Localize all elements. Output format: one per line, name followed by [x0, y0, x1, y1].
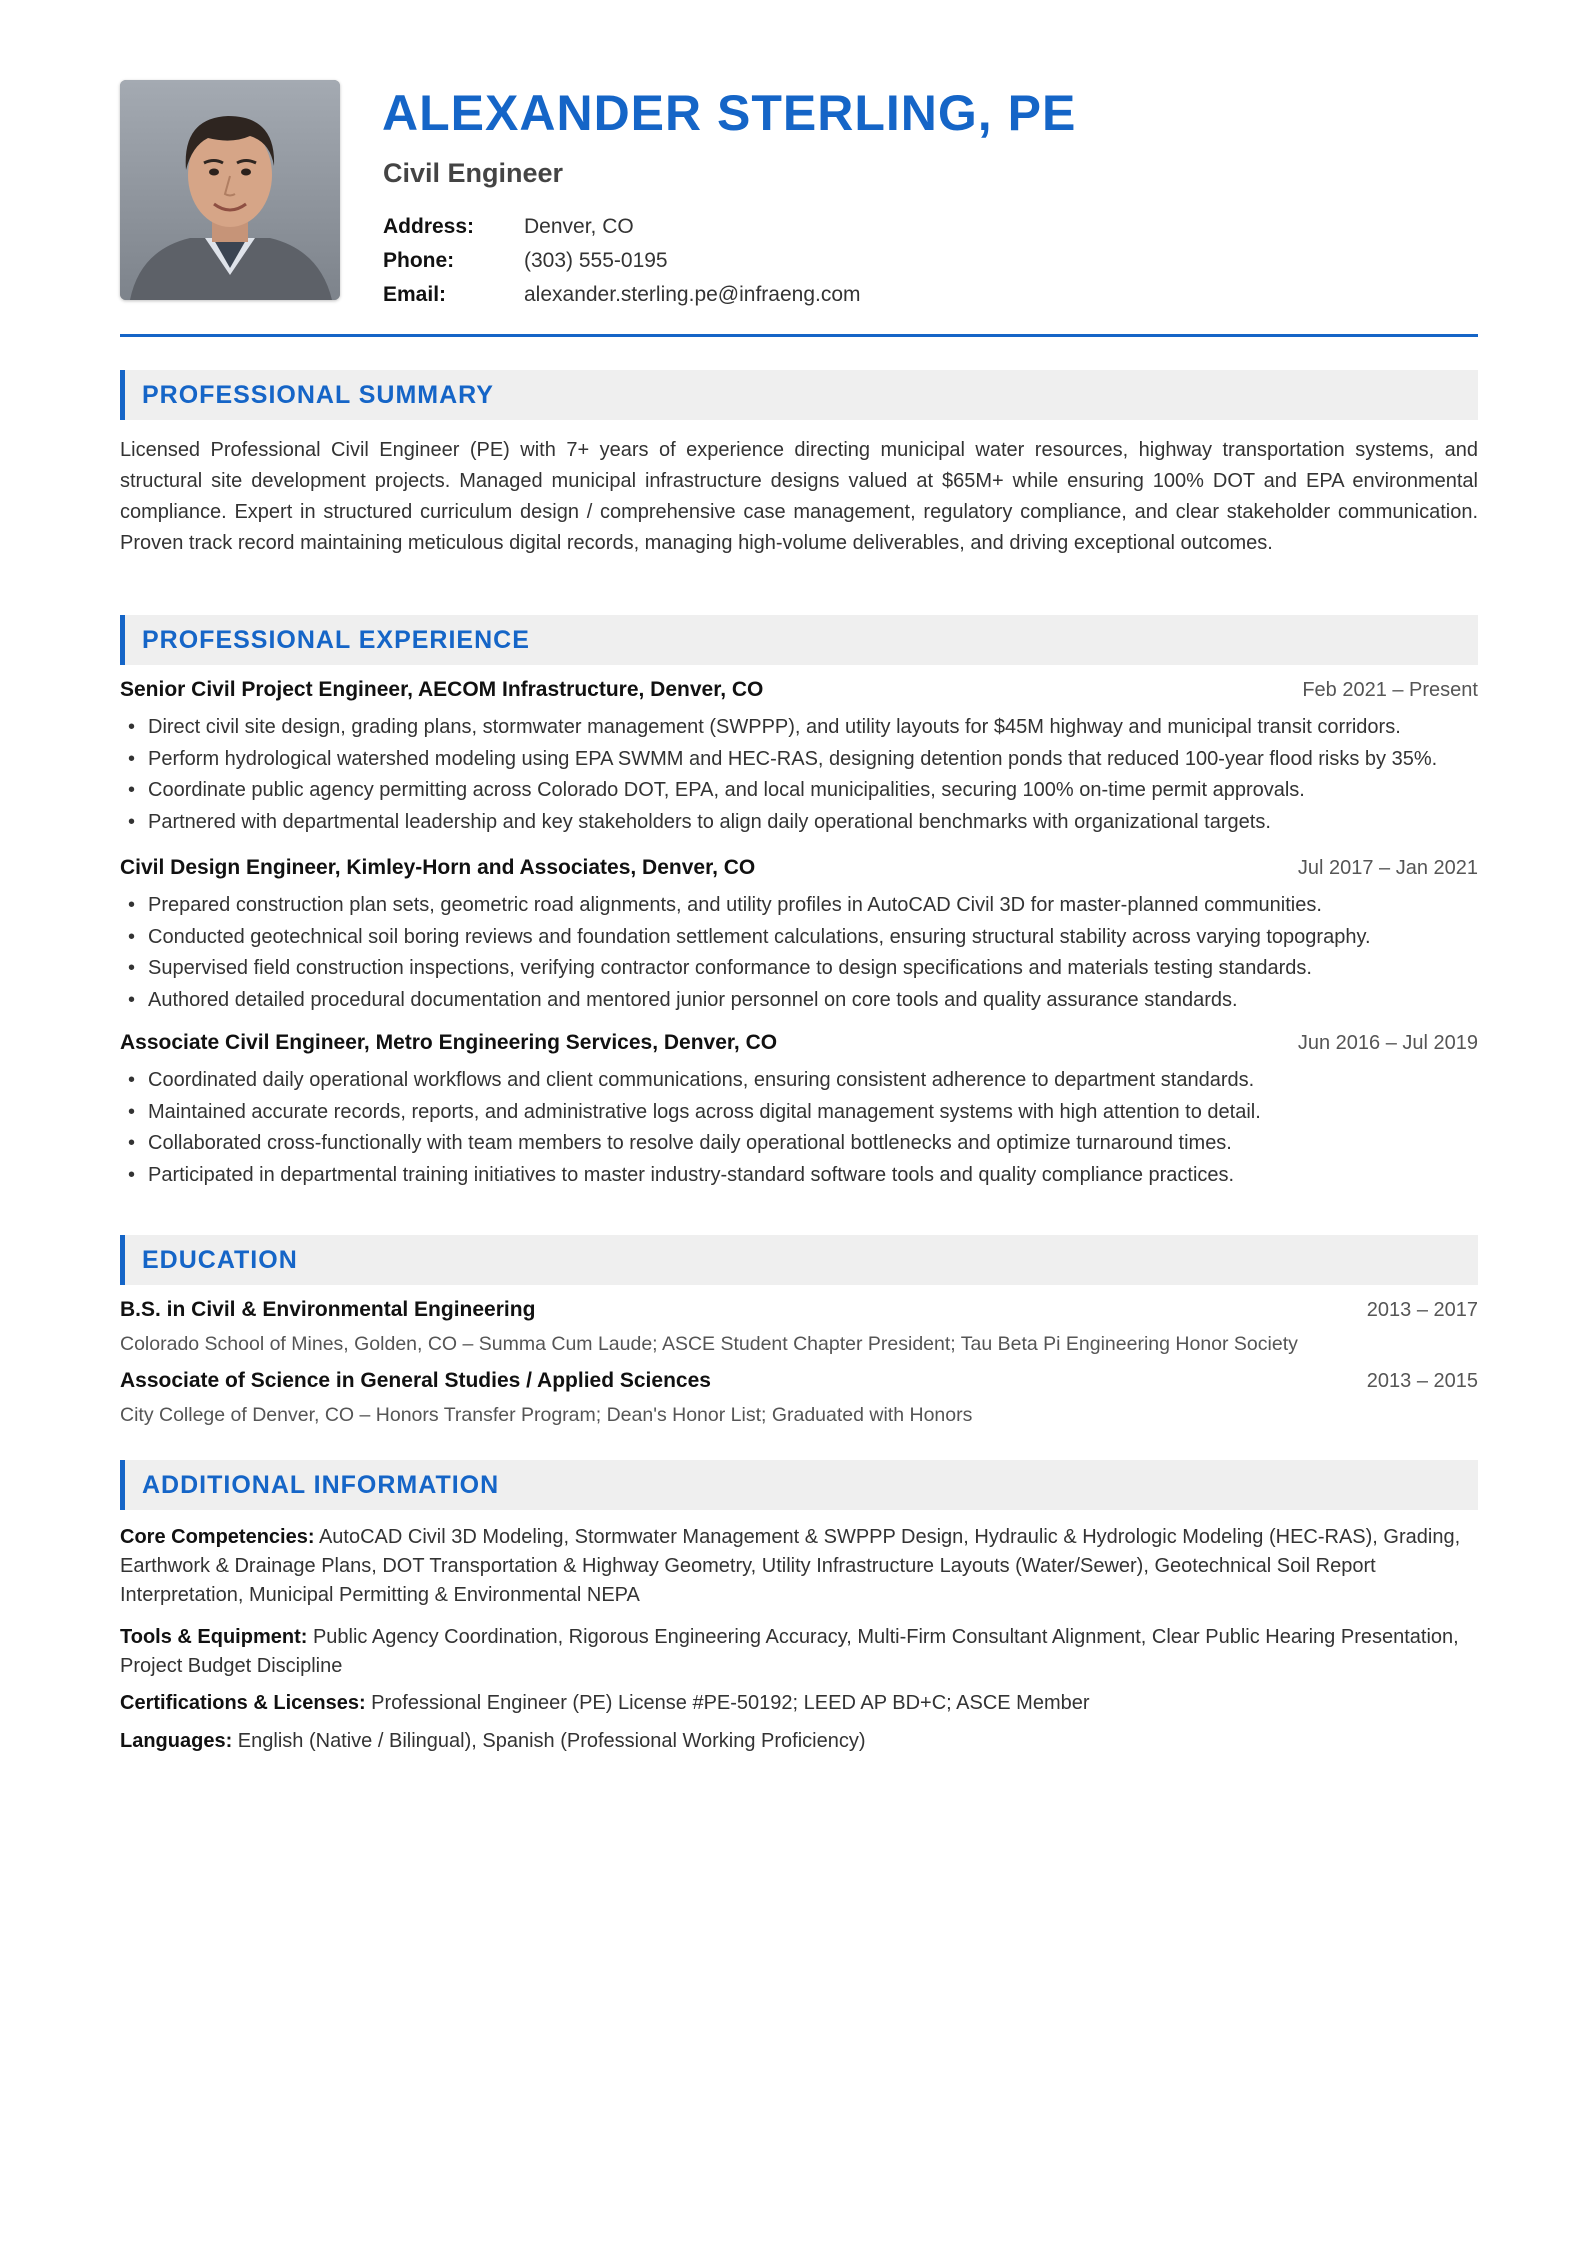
- candidate-role: Civil Engineer: [383, 158, 564, 188]
- additional-text: Professional Engineer (PE) License #PE-50192; LEED AP BD+C; ASCE Member: [365, 1692, 1090, 1714]
- job-bullet: • Participated in departmental training initiatives to master industry-standard software tools and quality compliance practices.: [120, 1160, 1478, 1192]
- section-header-summary: [120, 370, 1478, 420]
- job-header: [120, 678, 1478, 712]
- education-detail: City College of Denver, CO – Honors Transfer Program; Dean's Honor List; Graduated with Honors: [120, 1404, 973, 1426]
- job-bullet: • Coordinate public agency permitting across Colorado DOT, EPA, and local municipalities, securing 100% on-time permit approvals.: [120, 775, 1478, 807]
- section-title: PROFESSIONAL SUMMARY: [142, 381, 494, 409]
- resume-header: [120, 80, 1478, 306]
- job-bullet: • Conducted geotechnical soil boring reviews and foundation settlement calculations, ensuring structural stability across varying topography.: [120, 922, 1478, 954]
- education-header: [120, 1298, 1478, 1330]
- additional-certifications: [120, 1689, 1478, 1718]
- job-dates: Jun 2016 – Jul 2019: [1297, 1032, 1478, 1054]
- job-bullet: • Authored detailed procedural documentation and mentored junior personnel on core tools and quality assurance standards.: [120, 985, 1478, 1017]
- additional-label: Tools & Equipment:: [120, 1626, 308, 1648]
- contact-address: [383, 210, 861, 244]
- job-bullets: [120, 1065, 1478, 1191]
- section-header-additional: [120, 1460, 1478, 1510]
- job-bullet: • Maintained accurate records, reports, and administrative logs across digital management systems with high attention to detail.: [120, 1097, 1478, 1129]
- summary-text: Licensed Professional Civil Engineer (PE) with 7+ years of experience directing municipal water resources, highway transportation systems, and structural site development projects. Managed municipal infrastructure designs valued at $65M+ while ensuring 100% DOT and EPA environmental compliance. Expert in structured curriculum design / comprehensive case management, regulatory compliance, and clear stakeholder communication. Proven track record maintaining meticulous digital records, managing high-volume deliverables, and driving exceptional outcomes.: [120, 439, 1478, 554]
- additional-languages: [120, 1727, 1478, 1756]
- additional-tools: [120, 1623, 1478, 1681]
- resume-page: [120, 80, 1478, 1752]
- contact-value: alexander.sterling.pe@infraeng.com: [524, 283, 861, 306]
- section-header-experience: [120, 615, 1478, 665]
- job-bullets: [120, 890, 1478, 1016]
- education-entry: [120, 1298, 1478, 1358]
- job-bullets: [120, 712, 1478, 838]
- contact-value: (303) 555-0195: [524, 249, 668, 272]
- job-bullet: • Prepared construction plan sets, geometric road alignments, and utility profiles in AutoCAD Civil 3D for master-planned communities.: [120, 890, 1478, 922]
- profile-photo: [120, 80, 340, 300]
- section-title: EDUCATION: [142, 1246, 298, 1274]
- education-dates: 2013 – 2017: [1366, 1299, 1478, 1321]
- contact-email: [383, 278, 861, 312]
- job-bullet: • Perform hydrological watershed modeling using EPA SWMM and HEC-RAS, designing detention ponds that reduced 100-year flood risks by 35%.: [120, 744, 1478, 776]
- contact-value: Denver, CO: [524, 215, 634, 238]
- job-bullet: • Supervised field construction inspections, verifying contractor conformance to design specifications and materials testing standards.: [120, 953, 1478, 985]
- education-entry: [120, 1369, 1478, 1429]
- additional-text: English (Native / Bilingual), Spanish (Professional Working Proficiency): [232, 1730, 866, 1752]
- job-header: [120, 1031, 1478, 1065]
- education-dates: 2013 – 2015: [1366, 1370, 1478, 1392]
- job-bullet: • Collaborated cross-functionally with team members to resolve daily operational bottlenecks and optimize turnaround times.: [120, 1128, 1478, 1160]
- additional-label: Certifications & Licenses:: [120, 1692, 366, 1714]
- contact-phone: [383, 244, 861, 278]
- additional-core-competencies: [120, 1523, 1478, 1610]
- education-degree: B.S. in Civil & Environmental Engineering: [120, 1298, 536, 1321]
- additional-label: Core Competencies:: [120, 1526, 315, 1548]
- contact-block: [383, 210, 861, 312]
- job-entry: [120, 1031, 1478, 1191]
- contact-label: Phone:: [383, 249, 455, 272]
- job-entry: [120, 856, 1478, 1016]
- job-bullet: • Coordinated daily operational workflows and client communications, ensuring consistent adherence to department standards.: [120, 1065, 1478, 1097]
- education-detail: Colorado School of Mines, Golden, CO – Summa Cum Laude; ASCE Student Chapter President; Tau Beta Pi Engineering Honor Society: [120, 1333, 1298, 1355]
- section-header-education: [120, 1235, 1478, 1285]
- education-degree: Associate of Science in General Studies / Applied Sciences: [120, 1369, 711, 1392]
- section-title: ADDITIONAL INFORMATION: [142, 1471, 500, 1499]
- candidate-name: ALEXANDER STERLING, PE: [382, 85, 1077, 141]
- job-title: Senior Civil Project Engineer, AECOM Infrastructure, Denver, CO: [120, 678, 764, 701]
- job-header: [120, 856, 1478, 890]
- contact-label: Email:: [383, 283, 447, 306]
- header-divider: [120, 334, 1478, 337]
- additional-label: Languages:: [120, 1730, 233, 1752]
- section-title: PROFESSIONAL EXPERIENCE: [142, 626, 530, 654]
- additional-text: Public Agency Coordination, Rigorous Engineering Accuracy, Multi-Firm Consultant Alignment, Clear Public Hearing Presentation, Project Budget Discipline: [120, 1626, 1459, 1677]
- job-entry: [120, 678, 1478, 838]
- job-dates: Jul 2017 – Jan 2021: [1297, 857, 1478, 879]
- job-title: Civil Design Engineer, Kimley-Horn and Associates, Denver, CO: [120, 856, 756, 879]
- additional-text: AutoCAD Civil 3D Modeling, Stormwater Management & SWPPP Design, Hydraulic & Hydrologic Modeling (HEC-RAS), Grading, Earthwork & Drainage Plans, DOT Transportation & Highway Geometry, Utility Infrastructure Layouts (Water/Sewer), Geotechnical Soil Report Interpretation, Municipal Permitting & Environmental NEPA: [120, 1526, 1461, 1606]
- contact-label: Address:: [383, 215, 475, 238]
- job-bullet: • Direct civil site design, grading plans, stormwater management (SWPPP), and utility layouts for $45M highway and municipal transit corridors.: [120, 712, 1478, 744]
- job-dates: Feb 2021 – Present: [1302, 679, 1478, 701]
- job-title: Associate Civil Engineer, Metro Engineering Services, Denver, CO: [120, 1031, 778, 1054]
- education-header: [120, 1369, 1478, 1401]
- job-bullet: • Partnered with departmental leadership and key stakeholders to align daily operational benchmarks with organizational targets.: [120, 807, 1478, 839]
